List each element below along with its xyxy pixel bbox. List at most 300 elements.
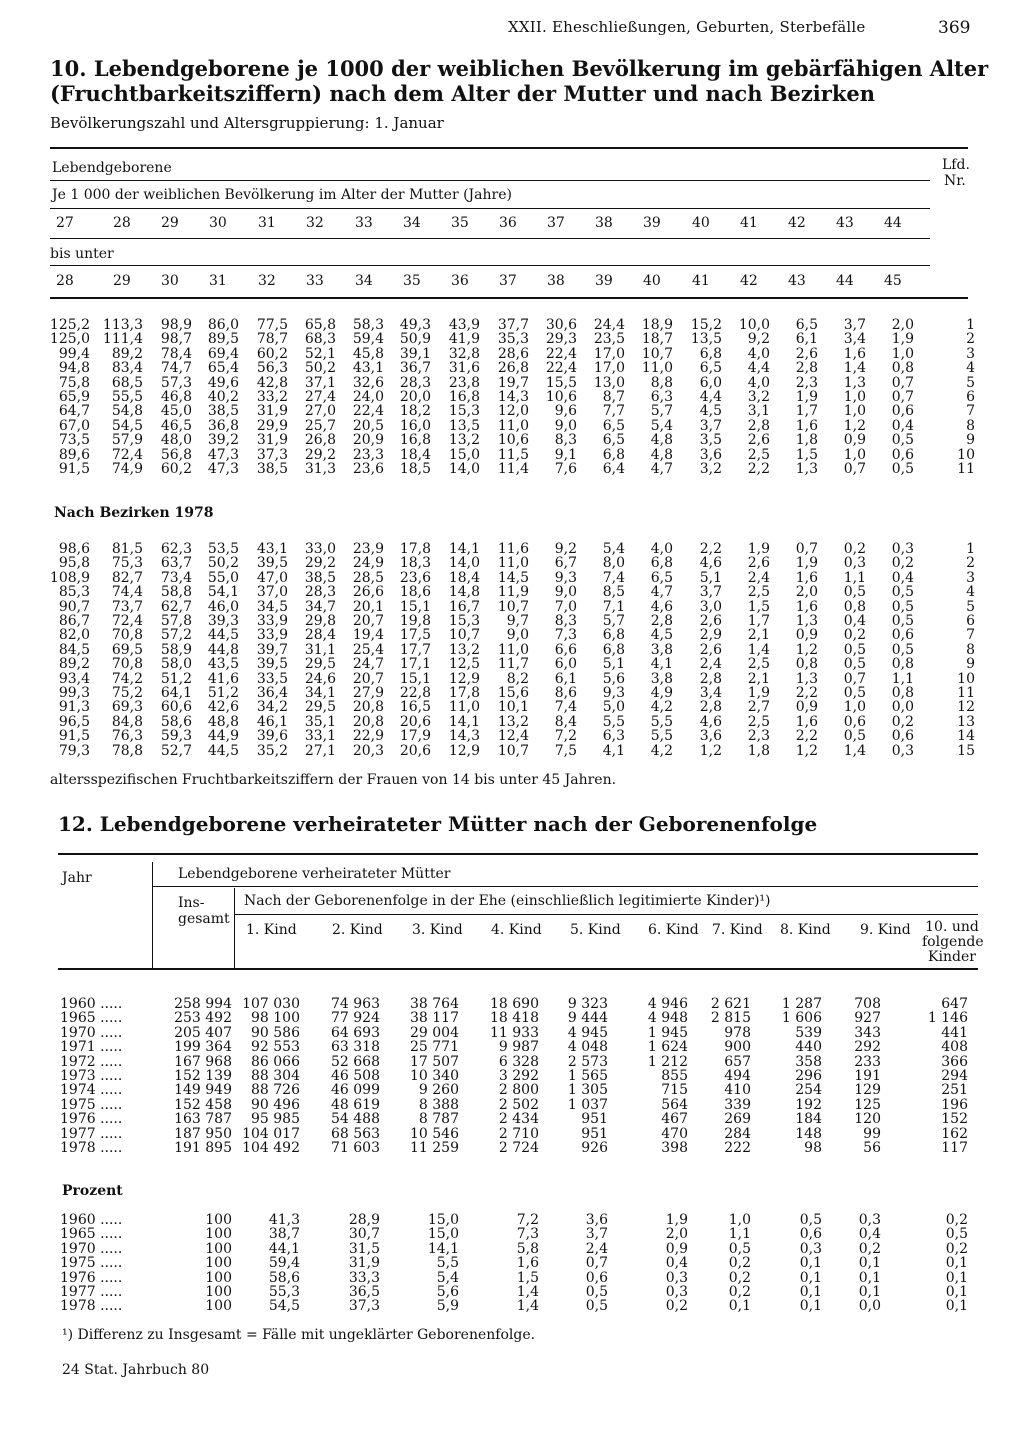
- table-cell: 54,5: [111, 417, 143, 434]
- table-cell: 28,5: [352, 569, 384, 586]
- table-cell: 75,3: [111, 555, 143, 572]
- table-cell: 38,5: [207, 403, 239, 420]
- table-cell: 5,9: [436, 1298, 459, 1315]
- table12-head-nach: Nach der Geborenenfolge in der Ehe (einschließlich legitimierte Kinder)¹): [244, 893, 771, 909]
- table-cell: 27,9: [352, 685, 384, 701]
- table-cell: 0,7: [891, 389, 914, 405]
- table-cell: 60,2: [160, 461, 192, 477]
- table-cell: 91,5: [58, 461, 90, 477]
- table10-age-to-5: 33: [306, 273, 324, 289]
- table-cell: 191: [854, 1068, 881, 1084]
- table-cell: 32,8: [448, 345, 480, 362]
- table-cell: 6,5: [650, 569, 673, 586]
- table-cell: 34,2: [256, 699, 288, 716]
- table10-age-to-15: 43: [788, 273, 806, 289]
- table10-row: [0, 614, 1024, 628]
- table-cell: 6,8: [650, 555, 673, 572]
- table-cell: 5: [966, 374, 975, 391]
- table10-top-rule: [50, 147, 968, 149]
- table10-rule-3: [50, 208, 930, 209]
- table-cell: 30,6: [545, 317, 577, 333]
- table-cell: 9,6: [554, 403, 577, 420]
- table-cell: 1,5: [516, 1269, 539, 1286]
- table10-age-from-13: 40: [692, 215, 710, 231]
- table-cell: 152 458: [174, 1096, 232, 1113]
- table12-head-jahr: Jahr: [62, 870, 92, 886]
- table-cell: 10,6: [497, 432, 529, 449]
- table-cell: 14,1: [448, 713, 480, 730]
- table12-row: [0, 1040, 1024, 1054]
- table-cell: 22,8: [399, 685, 431, 701]
- table-cell: 39,6: [256, 728, 288, 745]
- table-cell: 2,6: [699, 613, 722, 629]
- table12-year-label: 1977 .....: [60, 1125, 123, 1142]
- table-cell: 4 945: [567, 1024, 608, 1041]
- table-cell: 1,2: [843, 417, 866, 434]
- table-cell: 37,3: [256, 446, 288, 463]
- table-cell: 6: [966, 613, 975, 629]
- table-cell: 91,5: [58, 728, 90, 745]
- table-cell: 184: [795, 1111, 822, 1128]
- table12-year-label: 1965 .....: [60, 1226, 123, 1243]
- table-cell: 41,6: [207, 670, 239, 687]
- table-cell: 6,1: [554, 670, 577, 687]
- table-cell: 40,2: [207, 389, 239, 405]
- table-cell: 26,8: [497, 360, 529, 377]
- table-cell: 0,1: [945, 1269, 968, 1286]
- table10-row: [0, 404, 1024, 418]
- table-cell: 2,5: [747, 656, 770, 673]
- table12-kind10-line2: folgende: [922, 934, 984, 950]
- table-cell: 2,6: [747, 555, 770, 572]
- table-cell: 951: [581, 1125, 608, 1142]
- table-cell: 9 444: [567, 1010, 608, 1027]
- table-cell: 50,2: [207, 555, 239, 572]
- table-cell: 31,9: [256, 432, 288, 449]
- table-cell: 13: [957, 713, 975, 730]
- table-cell: 60,2: [256, 345, 288, 362]
- table-cell: 20,8: [352, 699, 384, 716]
- table-cell: 1,0: [891, 345, 914, 362]
- table12-rule-2: [152, 886, 978, 887]
- table-cell: 0,6: [891, 403, 914, 420]
- table12-year-label: 1960 .....: [60, 1212, 123, 1228]
- table-cell: 258 994: [174, 996, 232, 1012]
- table-cell: 1 565: [567, 1068, 608, 1084]
- table-cell: 69,5: [111, 641, 143, 658]
- table-cell: 0,2: [728, 1269, 751, 1286]
- table-cell: 3,0: [699, 598, 722, 615]
- table-cell: 0,7: [891, 374, 914, 391]
- table10-row: [0, 433, 1024, 447]
- table10-row: [0, 600, 1024, 614]
- table-cell: 36,7: [399, 360, 431, 377]
- table10-age-from-4: 31: [258, 215, 276, 231]
- table-cell: 2 573: [567, 1053, 608, 1070]
- table-cell: 4,2: [650, 699, 673, 716]
- table-cell: 44,9: [207, 728, 239, 745]
- table12-year-label: 1975 .....: [60, 1096, 123, 1113]
- table-cell: 187 950: [174, 1125, 232, 1142]
- table-cell: 33,0: [304, 541, 336, 557]
- table-cell: 1,2: [699, 742, 722, 759]
- table-cell: 1,8: [747, 742, 770, 759]
- table-cell: 4 948: [647, 1010, 688, 1027]
- table-cell: 18,5: [399, 461, 431, 477]
- table-cell: 2,0: [795, 584, 818, 601]
- table-cell: 58,6: [160, 713, 192, 730]
- table-cell: 0,2: [945, 1240, 968, 1257]
- table-cell: 54 488: [331, 1111, 380, 1128]
- table-cell: 60,6: [160, 699, 192, 716]
- table-cell: 7,7: [602, 403, 625, 420]
- table10-age-to-9: 37: [499, 273, 517, 289]
- table-cell: 51,2: [160, 670, 192, 687]
- table-cell: 2 710: [498, 1125, 539, 1142]
- table-cell: 54,8: [111, 403, 143, 420]
- table10-age-from-9: 36: [499, 215, 517, 231]
- table-cell: 29,2: [304, 555, 336, 572]
- table-cell: 11,0: [497, 641, 529, 658]
- table10-age-from-10: 37: [547, 215, 565, 231]
- table-cell: 951: [581, 1111, 608, 1128]
- table10-age-from-8: 35: [451, 215, 469, 231]
- table-cell: 19,7: [497, 374, 529, 391]
- table-cell: 108,9: [49, 569, 90, 586]
- table10-row: [0, 700, 1024, 714]
- table-cell: 65,4: [207, 360, 239, 377]
- table-cell: 14,3: [497, 389, 529, 405]
- table-cell: 900: [724, 1039, 751, 1056]
- table-cell: 8,3: [554, 432, 577, 449]
- table-cell: 46,5: [160, 417, 192, 434]
- table-cell: 7: [966, 403, 975, 420]
- table-cell: 35,3: [497, 331, 529, 348]
- table-cell: 1,6: [516, 1255, 539, 1272]
- table10-age-from-7: 34: [403, 215, 421, 231]
- table-cell: 98 100: [251, 1010, 300, 1027]
- table-cell: 13,2: [497, 713, 529, 730]
- table-cell: 196: [941, 1096, 968, 1113]
- table-cell: 24,0: [352, 389, 384, 405]
- table-cell: 15,1: [399, 670, 431, 687]
- table-cell: 14: [957, 728, 975, 745]
- table-cell: 48 619: [331, 1096, 380, 1113]
- table-cell: 11,0: [497, 417, 529, 434]
- table-cell: 5,8: [516, 1240, 539, 1257]
- table-cell: 16,8: [399, 432, 431, 449]
- table-cell: 44,5: [207, 627, 239, 644]
- table-cell: 1,3: [795, 613, 818, 629]
- table-cell: 18,9: [641, 317, 673, 333]
- table-cell: 3,7: [699, 584, 722, 601]
- table-cell: 4,0: [650, 541, 673, 557]
- table-cell: 2 434: [498, 1111, 539, 1128]
- table-cell: 125,2: [49, 317, 90, 333]
- table-cell: 10,6: [545, 389, 577, 405]
- table-cell: 81,5: [111, 541, 143, 557]
- table-cell: 0,2: [891, 713, 914, 730]
- table-cell: 4,6: [699, 713, 722, 730]
- table-cell: 24,9: [352, 555, 384, 572]
- table-cell: 82,7: [111, 569, 143, 586]
- table-cell: 104 017: [242, 1125, 300, 1142]
- table10-footnote-line: altersspezifischen Fruchtbarkeitsziffern der Frauen von 14 bis unter 45 Jahren.: [50, 772, 617, 788]
- table-cell: 25 771: [410, 1039, 459, 1056]
- table10-age-from-11: 38: [595, 215, 613, 231]
- table-cell: 2 621: [710, 996, 751, 1012]
- table-cell: 4,7: [650, 584, 673, 601]
- table-cell: 16,8: [448, 389, 480, 405]
- table-cell: 125,0: [49, 331, 90, 348]
- table-cell: 47,3: [207, 446, 239, 463]
- table-cell: 8 787: [418, 1111, 459, 1128]
- table-cell: 94,8: [58, 360, 90, 377]
- table-cell: 95,8: [58, 555, 90, 572]
- table-cell: 13,0: [593, 374, 625, 391]
- table-cell: 6,1: [795, 331, 818, 348]
- table-cell: 5,1: [602, 656, 625, 673]
- table-cell: 29,5: [304, 699, 336, 716]
- table-cell: 38 764: [410, 996, 459, 1012]
- table-cell: 4,8: [650, 446, 673, 463]
- table12-row: [0, 1069, 1024, 1083]
- table-cell: 58,9: [160, 641, 192, 658]
- table-cell: 978: [724, 1024, 751, 1041]
- table-cell: 152: [941, 1111, 968, 1128]
- table-cell: 13,2: [448, 641, 480, 658]
- table10-row: [0, 571, 1024, 585]
- table-cell: 107 030: [242, 996, 300, 1012]
- table-cell: 74,7: [160, 360, 192, 377]
- table-cell: 10,7: [497, 598, 529, 615]
- table-cell: 0,7: [585, 1255, 608, 1272]
- table-cell: 17,1: [399, 656, 431, 673]
- table-cell: 34,1: [304, 685, 336, 701]
- table12-year-label: 1977 .....: [60, 1284, 123, 1300]
- table-cell: 9: [966, 432, 975, 449]
- table-cell: 343: [854, 1024, 881, 1041]
- table-cell: 0,8: [891, 656, 914, 673]
- table10-row: [0, 628, 1024, 642]
- table12-year-label: 1970 .....: [60, 1024, 123, 1041]
- table-cell: 0,7: [843, 461, 866, 477]
- table10-row: [0, 657, 1024, 671]
- table-cell: 91,3: [58, 699, 90, 716]
- table-cell: 2,9: [699, 627, 722, 644]
- table-cell: 0,5: [843, 656, 866, 673]
- table-cell: 63,7: [160, 555, 192, 572]
- table-cell: 9,7: [506, 613, 529, 629]
- table-cell: 50,2: [304, 360, 336, 377]
- table-cell: 23,3: [352, 446, 384, 463]
- table-cell: 33,9: [256, 613, 288, 629]
- table-cell: 5,5: [650, 713, 673, 730]
- table-cell: 78,4: [160, 345, 192, 362]
- table-cell: 2,8: [699, 670, 722, 687]
- table-cell: 0,5: [891, 598, 914, 615]
- table-cell: 1 606: [781, 1010, 822, 1027]
- table-cell: 0,5: [945, 1226, 968, 1243]
- table-cell: 31,6: [448, 360, 480, 377]
- table-cell: 72,4: [111, 613, 143, 629]
- table-cell: 6,3: [602, 728, 625, 745]
- table-cell: 5,4: [436, 1269, 459, 1286]
- table-cell: 57,8: [160, 613, 192, 629]
- table10-age-to-7: 35: [403, 273, 421, 289]
- table-cell: 58,3: [352, 317, 384, 333]
- page-footer: 24 Stat. Jahrbuch 80: [62, 1362, 210, 1378]
- table-cell: 0,9: [795, 699, 818, 716]
- table-cell: 47,0: [256, 569, 288, 586]
- table-cell: 89,6: [58, 446, 90, 463]
- running-header: XXII. Eheschließungen, Geburten, Sterbefälle: [508, 18, 866, 36]
- table12-kind-header-2: 2. Kind: [332, 922, 383, 938]
- table-cell: 100: [205, 1226, 232, 1243]
- table-cell: 1 146: [927, 1010, 968, 1027]
- table-cell: 100: [205, 1284, 232, 1300]
- table-cell: 17,8: [448, 685, 480, 701]
- table-cell: 57,3: [160, 374, 192, 391]
- table10-age-from-15: 42: [788, 215, 806, 231]
- table-cell: 18 418: [490, 1010, 539, 1027]
- table-cell: 28,3: [399, 374, 431, 391]
- table-cell: 1,2: [795, 742, 818, 759]
- table-cell: 2,1: [747, 670, 770, 687]
- table10-rule-4: [50, 238, 930, 239]
- table-cell: 3: [966, 345, 975, 362]
- table-cell: 39,5: [256, 555, 288, 572]
- table-cell: 1: [966, 541, 975, 557]
- table10-age-to-8: 36: [451, 273, 469, 289]
- table-cell: 0,6: [891, 627, 914, 644]
- table-cell: 2,7: [747, 699, 770, 716]
- table-cell: 14,5: [497, 569, 529, 586]
- table-cell: 2,8: [699, 699, 722, 716]
- table-cell: 0,5: [891, 584, 914, 601]
- table-cell: 2,4: [699, 656, 722, 673]
- table-cell: 57,9: [111, 432, 143, 449]
- table10-row: [0, 729, 1024, 743]
- table-cell: 2,5: [747, 713, 770, 730]
- table-cell: 18,4: [448, 569, 480, 586]
- table-cell: 89,2: [111, 345, 143, 362]
- table-cell: 2,0: [665, 1226, 688, 1243]
- table12-row: [0, 1299, 1024, 1313]
- table-cell: 4,0: [747, 374, 770, 391]
- table-cell: 10: [957, 446, 975, 463]
- table-cell: 3,7: [699, 417, 722, 434]
- table-cell: 1,6: [843, 345, 866, 362]
- table-cell: 0,1: [728, 1298, 751, 1315]
- table-cell: 39,1: [399, 345, 431, 362]
- table10-row: [0, 542, 1024, 556]
- table-cell: 74,4: [111, 584, 143, 601]
- table-cell: 1,0: [843, 389, 866, 405]
- table-cell: 2,8: [795, 360, 818, 377]
- table-cell: 28,3: [304, 584, 336, 601]
- table-cell: 1 305: [567, 1082, 608, 1099]
- table-cell: 63 318: [331, 1039, 380, 1056]
- table-cell: 5,1: [699, 569, 722, 586]
- table-cell: 83,4: [111, 360, 143, 377]
- table-cell: 104 492: [242, 1140, 300, 1156]
- table10-row: [0, 686, 1024, 700]
- table12-year-label: 1970 .....: [60, 1240, 123, 1257]
- table-cell: 3,1: [747, 403, 770, 420]
- table-cell: 191 895: [174, 1140, 232, 1156]
- table-cell: 9 987: [498, 1039, 539, 1056]
- table10-row: [0, 376, 1024, 390]
- table10-row: [0, 390, 1024, 404]
- table-cell: 494: [724, 1068, 751, 1084]
- table-cell: 1,0: [843, 699, 866, 716]
- table10-age-from-1: 28: [113, 215, 131, 231]
- table10-row: [0, 744, 1024, 758]
- table10-title-line2: (Fruchtbarkeitsziffern) nach dem Alter der Mutter und nach Bezirken: [50, 81, 876, 106]
- table-cell: 99,3: [58, 685, 90, 701]
- table12-vline-2: [234, 888, 235, 968]
- table-cell: 14,1: [448, 541, 480, 557]
- table-cell: 52,7: [160, 742, 192, 759]
- table-cell: 2,2: [747, 461, 770, 477]
- table-cell: 78,8: [111, 742, 143, 759]
- table-cell: 6,0: [554, 656, 577, 673]
- table-cell: 31,1: [304, 641, 336, 658]
- table-cell: 467: [661, 1111, 688, 1128]
- table-cell: 0,2: [858, 1240, 881, 1257]
- table12-row: [0, 1055, 1024, 1069]
- table-cell: 2,5: [747, 446, 770, 463]
- table10-age-from-14: 41: [740, 215, 758, 231]
- table12-top-rule: [58, 853, 978, 855]
- table-cell: 38,5: [256, 461, 288, 477]
- table-cell: 18,3: [399, 555, 431, 572]
- table-cell: 41,9: [448, 331, 480, 348]
- table-cell: 5: [966, 598, 975, 615]
- table-cell: 19,8: [399, 613, 431, 629]
- table-cell: 38 117: [410, 1010, 459, 1027]
- table-cell: 47,3: [207, 461, 239, 477]
- table-cell: 4 946: [647, 996, 688, 1012]
- table-cell: 113,3: [102, 317, 143, 333]
- table-cell: 657: [724, 1053, 751, 1070]
- table-cell: 6,8: [602, 627, 625, 644]
- table-cell: 11,7: [497, 656, 529, 673]
- table-cell: 7,1: [602, 598, 625, 615]
- table-cell: 90 496: [251, 1096, 300, 1113]
- table-cell: 17,8: [399, 541, 431, 557]
- table-cell: 927: [854, 1010, 881, 1027]
- table-cell: 39,5: [256, 656, 288, 673]
- table-cell: 6,8: [699, 345, 722, 362]
- table-cell: 16,0: [399, 417, 431, 434]
- table-cell: 0,0: [891, 699, 914, 716]
- table-cell: 11,0: [448, 699, 480, 716]
- table-cell: 8: [966, 417, 975, 434]
- table-cell: 28,9: [348, 1212, 380, 1228]
- table-cell: 49,3: [399, 317, 431, 333]
- table10-head-je1000: Je 1 000 der weiblichen Bevölkerung im Alter der Mutter (Jahre): [52, 187, 512, 203]
- table-cell: 23,5: [593, 331, 625, 348]
- table-cell: 398: [661, 1140, 688, 1156]
- table12-row: [0, 1083, 1024, 1097]
- table-cell: 98,6: [58, 541, 90, 557]
- table-cell: 117: [941, 1140, 968, 1156]
- table-cell: 199 364: [174, 1039, 232, 1056]
- table-cell: 43,1: [352, 360, 384, 377]
- table10-age-to-12: 40: [643, 273, 661, 289]
